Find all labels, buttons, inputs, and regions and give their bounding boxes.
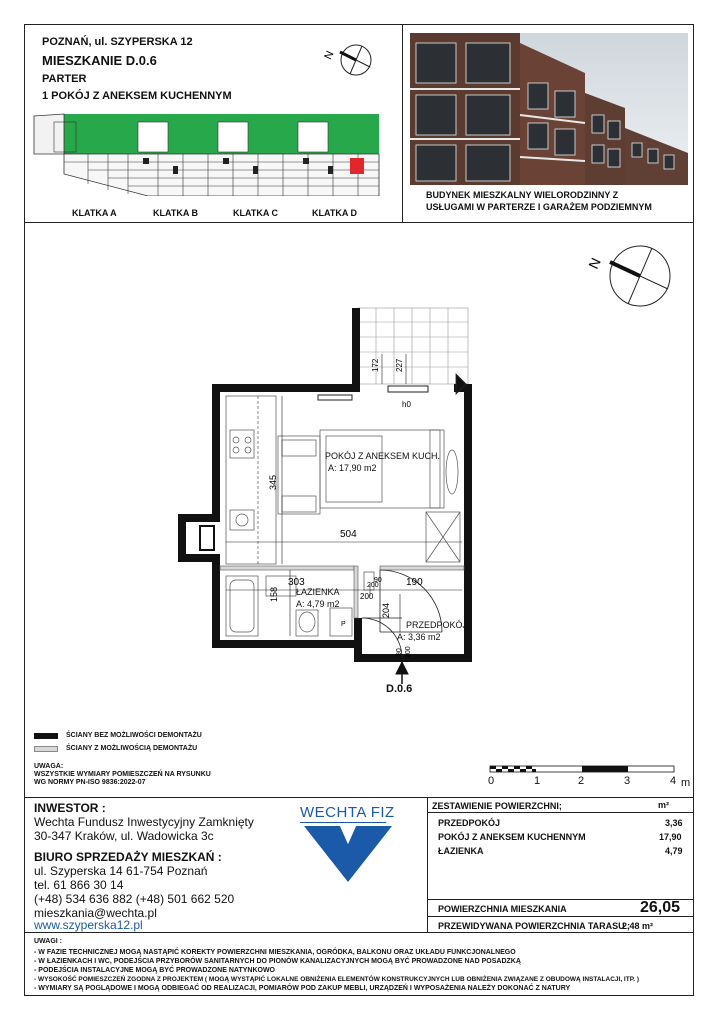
investor-line1: Wechta Fundusz Inwestycyjny Zamknięty: [34, 815, 254, 829]
logo-underline: [300, 822, 386, 823]
scale-tick-2: 2: [578, 775, 585, 787]
stairwell-a: KLATKA A: [72, 208, 117, 218]
notes-line-2: - W ŁAZIENKACH I WC, PODEJŚCIA PRZYBORÓW SANITARNYCH DO PIONÓW KANALIZACYJNYCH MOGĄ BYĆ PROWADZONE NAD POSADZKĄ: [34, 958, 521, 965]
legend-fixed-swatch: [34, 733, 58, 739]
floor-label: PARTER: [42, 73, 87, 85]
dim-227: 227: [395, 358, 404, 372]
summary-title-divider: [427, 812, 694, 813]
divider-header-vertical: [402, 24, 403, 222]
summary-row-living-name: POKÓJ Z ANEKSEM KUCHENNYM: [438, 832, 586, 842]
sales-email[interactable]: mieszkania@wechta.pl: [34, 906, 157, 920]
sales-line1: ul. Szyperska 14 61-754 Poznań: [34, 864, 208, 878]
dim-90-b: 90: [374, 577, 382, 584]
building-caption-1: BUDYNEK MIESZKALNY WIELORODZINNY Z: [426, 190, 619, 200]
summary-total-value: 26,05: [640, 899, 681, 916]
stairwell-b: KLATKA B: [153, 208, 198, 218]
floor-plan: [170, 300, 500, 700]
summary-terrace-label: PRZEWIDYWANA POWIERZCHNIA TARASU :: [438, 921, 631, 931]
room-bathroom-name: ŁAZIENKA: [296, 587, 340, 597]
unit-title: MIESZKANIE D.0.6: [42, 53, 157, 68]
dim-190: 190: [406, 577, 423, 588]
summary-row-hall-name: PRZEDPOKÓJ: [438, 818, 501, 828]
legend-note-line2: WG NORMY PN-ISO 9836:2022-07: [34, 779, 146, 786]
summary-title: ZESTAWIENIE POWIERZCHNI;: [432, 801, 562, 811]
building-caption-2: USŁUGAMI W PARTERZE I GARAŻEM PODZIEMNYM: [426, 202, 652, 212]
notes-line-3: - PODEJŚCIA INSTALACYJNE MOGĄ BYĆ PROWADZONE NATYNKOWO: [34, 967, 275, 974]
compass-large-icon: [582, 238, 682, 316]
scale-tick-4: 4: [670, 775, 677, 787]
scale-tick-1: 1: [534, 775, 541, 787]
dim-200-c: 200: [360, 592, 374, 601]
scale-tick-0: 0: [488, 775, 495, 787]
compass-small-n: N: [322, 49, 337, 62]
summary-terrace-value: 2,48 m²: [622, 921, 654, 931]
legend-removable-swatch: [34, 746, 58, 752]
unit-type: 1 POKÓJ Z ANEKSEM KUCHENNYM: [42, 90, 232, 102]
unit-marker: D.0.6: [386, 683, 413, 695]
sales-line3: (+48) 534 636 882 (+48) 501 662 520: [34, 892, 235, 906]
summary-row-living-value: 17,90: [659, 832, 682, 842]
dim-h: h0: [402, 400, 411, 409]
divider-header: [24, 222, 694, 223]
summary-row-hall-value: 3,36: [665, 818, 683, 828]
stairwell-d: KLATKA D: [312, 208, 357, 218]
divider-summary: [427, 797, 428, 932]
dim-90-a: 90: [396, 648, 403, 656]
notes-line-1: - W FAZIE TECHNICZNEJ MOGĄ NASTĄPIĆ KOREKTY POWIERZCHNI MIESZKANIA, OGRÓDKA, BALKONU ORAZ UKŁADU FUNKCJONALNEGO: [34, 949, 516, 956]
dim-200-b: 200: [367, 582, 379, 589]
sales-website-link[interactable]: www.szyperska12.pl: [34, 918, 143, 932]
stairwell-c: KLATKA C: [233, 208, 278, 218]
address: POZNAŃ, ul. SZYPERSKA 12: [42, 36, 193, 48]
dim-303: 303: [288, 577, 305, 588]
summary-row-bath-name: ŁAZIENKA: [438, 846, 484, 856]
dim-158: 158: [269, 586, 279, 602]
logo-mark-icon: [300, 826, 396, 882]
room-hall-area: A: 3,36 m2: [397, 632, 441, 642]
legend-fixed-text: ŚCIANY BEZ MOŻLIWOŚCI DEMONTAŻU: [66, 732, 202, 739]
sales-line2: tel. 61 866 30 14: [34, 878, 124, 892]
logo-text: WECHTA FIZ: [300, 804, 395, 821]
scale-bar: [484, 762, 694, 790]
key-plan: [28, 104, 400, 196]
legend-removable-text: ŚCIANY Z MOŻLIWOŚCIĄ DEMONTAŻU: [66, 745, 198, 752]
notes-line-4: - WYSOKOŚĆ POMIESZCZEŃ ZGODNA Z PROJEKTEM ( MOGĄ WYSTĄPIĆ LOKALNE OBNIŻENIA ELEMENTÓW KONSTRUKCYJNYCH LUB OBNIŻENIA ZWIĄZANE Z OBUDOWĄ INSTALACJI, ITP. ): [34, 976, 639, 983]
room-living-name: POKÓJ Z ANEKSEM KUCH.: [325, 451, 441, 461]
scale-tick-3: 3: [624, 775, 631, 787]
bath-p-label: P: [341, 621, 346, 628]
notes-line-5: - WYMIARY SĄ POGLĄDOWE I MOGĄ ODBIEGAĆ OD REALIZACJI, POMIARÓW POD ZAKUP MEBLI, URZĄDZEŃ I WYPOSAŻENIA NALEŻY DOKONAĆ Z NATURY: [34, 985, 571, 992]
summary-total-label: POWIERZCHNIA MIESZKANIA: [438, 904, 567, 914]
building-rendering: [410, 33, 688, 185]
divider-notes: [24, 932, 694, 933]
dim-200-a: 200: [405, 646, 412, 658]
investor-line2: 30-347 Kraków, ul. Wadowicka 3c: [34, 829, 214, 843]
divider-footer: [24, 797, 694, 798]
compass-large-n: N: [585, 255, 604, 272]
dim-504: 504: [340, 529, 357, 540]
investor-title: INWESTOR :: [34, 801, 106, 815]
room-living-area: A: 17,90 m2: [328, 463, 377, 473]
room-bathroom-area: A: 4,79 m2: [296, 599, 340, 609]
dim-172: 172: [371, 358, 380, 372]
legend-note-line1: WSZYSTKIE WYMIARY POMIESZCZEŃ NA RYSUNKU: [34, 771, 211, 778]
dim-345: 345: [268, 474, 278, 490]
compass-small-icon: [322, 40, 378, 82]
summary-total-divider-bottom: [427, 916, 694, 917]
dim-204: 204: [381, 602, 391, 618]
room-hall-name: PRZEDPOKÓJ: [406, 620, 468, 630]
legend-note-title: UWAGA:: [34, 763, 64, 770]
scale-unit: m: [681, 777, 691, 789]
summary-row-bath-value: 4,79: [665, 846, 683, 856]
summary-unit-header: m²: [658, 800, 669, 810]
notes-title: UWAGI :: [34, 938, 62, 945]
sales-title: BIURO SPRZEDAŻY MIESZKAŃ :: [34, 850, 222, 864]
